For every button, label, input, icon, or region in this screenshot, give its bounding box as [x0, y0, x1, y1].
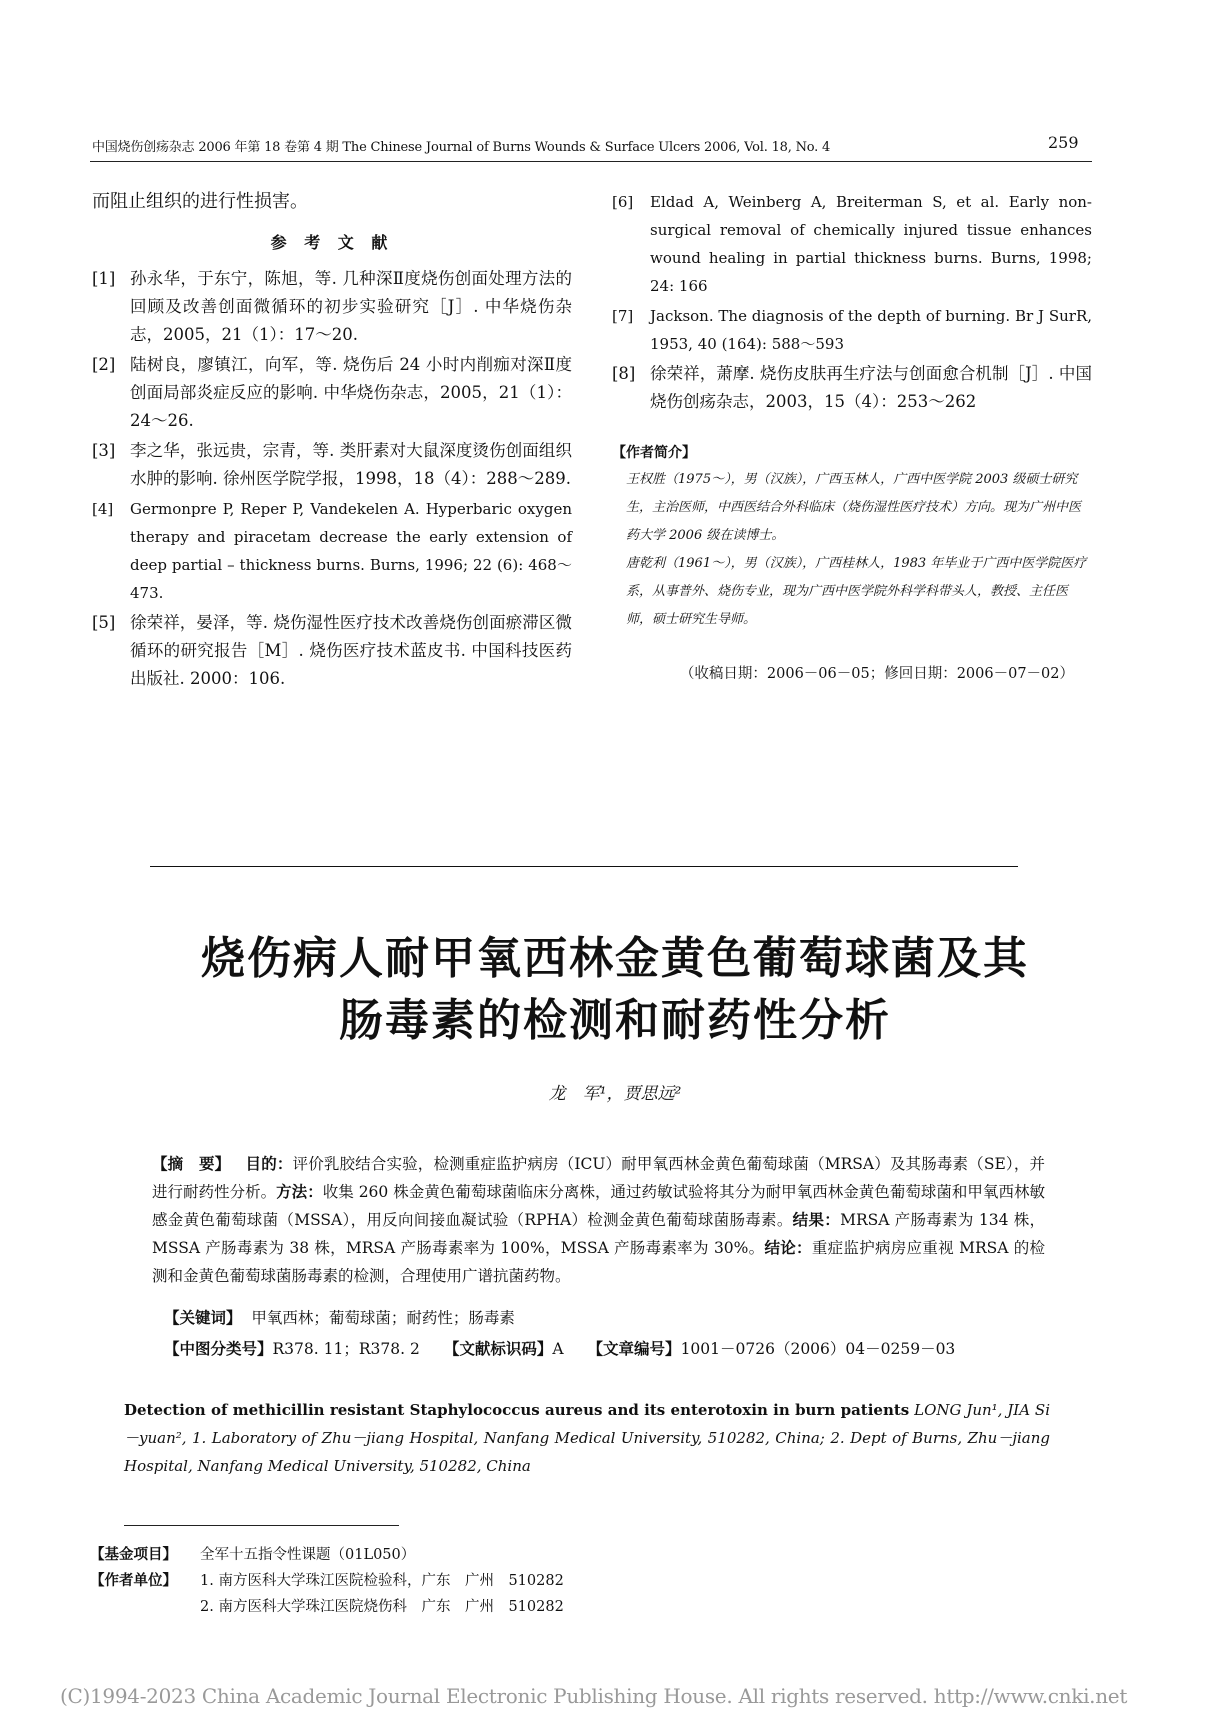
article-authors: 龙 军¹，贾思远² [548, 1084, 682, 1104]
keywords [164, 1306, 1044, 1328]
article-number-label: 【文章编号】 [587, 1339, 681, 1358]
unit-text: 2. 南方医科大学珠江医院烧伤科 广东 广州 510282 [200, 1599, 564, 1615]
reference-text: Jackson. The diagnosis of the depth of burning. Br J SurR, 1953, 40 (164): 588～593 [650, 307, 1092, 353]
title-line: 烧伤病人耐甲氧西林金黄色葡萄球菌及其 [201, 933, 1029, 984]
received-dates: （收稿日期：2006－06－05；修回日期：2006－07－02） [679, 666, 1074, 682]
reference-text: Eldad A, Weinberg A, Breiterman S, et al. Early non-surgical removal of chemically injured tissue enhances wound healing in partial thickness burns. Burns, 1998; 24: 166 [650, 193, 1092, 295]
reference-text: 李之华，张远贵，宗青，等. 类肝素对大鼠深度烫伤创面组织水肿的影响. 徐州医学院学报，1998，18（4）：288～289. [130, 441, 572, 488]
reference-item [92, 609, 572, 693]
clc-value: R378. 11；R378. 2 [272, 1340, 420, 1358]
reference-number: [3] [92, 441, 116, 460]
reference-text: 陆树良，廖镇江，向军，等. 烧伤后 24 小时内削痂对深Ⅱ度创面局部炎症反应的影响. 中华烧伤杂志，2005，21（1）：24～26. [130, 355, 572, 430]
reference-number: [6] [612, 193, 634, 211]
doc-code-value: A [552, 1340, 564, 1358]
clc-label: 【中图分类号】 [164, 1339, 273, 1358]
fund-text: 全军十五指令性课题（01L050） [200, 1547, 416, 1563]
right-column [612, 188, 1092, 683]
english-authors: LONG Jun¹, JIA Si－yuan² [124, 1401, 1050, 1447]
author-bio-heading: 【作者简介】 [612, 445, 696, 461]
method-label: 方法： [276, 1182, 323, 1201]
footnote-rule [124, 1525, 399, 1526]
abstract-label: 【摘 要】 [152, 1154, 231, 1173]
doc-code-label: 【文献标识码】 [443, 1339, 553, 1358]
result-text: MRSA 产肠毒素为 134 株，MSSA 产肠毒素为 38 株，MRSA 产肠毒素率为 100%，MSSA 产肠毒素率为 30%。 [152, 1211, 1045, 1257]
aim-label: 目的： [245, 1154, 293, 1173]
reference-text: 徐荣祥，萧摩. 烧伤皮肤再生疗法与创面愈合机制［J］. 中国烧伤创疡杂志，2003，15（4）：253～262 [650, 364, 1092, 411]
fund-label: 【基金项目】 [90, 1546, 177, 1563]
english-title: Detection of methicillin resistant Staphylococcus aureus and its enterotoxin in burn patients [124, 1401, 910, 1419]
classification [164, 1337, 1064, 1359]
article-number-value: 1001－0726（2006）04－0259－03 [680, 1340, 956, 1358]
reference-item [92, 437, 572, 493]
author-bio: 王权胜（1975～），男（汉族），广西玉林人，广西中医学院 2003 级硕士研究生，主治医师，中西医结合外科临床（烧伤湿性医疗技术）方向。现为广州中医药大学 2006 级在读博士。 [626, 472, 1082, 543]
reference-item [612, 188, 1092, 300]
article-title [100, 928, 1130, 1052]
article-divider [150, 866, 1018, 867]
reference-text: Germonpre P, Reper P, Vandekelen A. Hyperbaric oxygen therapy and piracetam decrease the early extension of deep partial – thickness burns. Burns, 1996; 22 (6): 468～473. [130, 500, 572, 602]
result-label: 结果： [792, 1210, 841, 1229]
footnotes [90, 1542, 564, 1620]
english-abstract-header [124, 1396, 1050, 1480]
aim-text: 评价乳胶结合实验，检测重症监护病房（ICU）耐甲氧西林金黄色葡萄球菌（MRSA）及其肠毒素（SE），并进行耐药性分析。 [152, 1155, 1045, 1201]
unit-text: 1. 南方医科大学珠江医院检验科，广东 广州 510282 [200, 1573, 564, 1589]
page-number: 259 [1048, 133, 1079, 152]
title-line: 肠毒素的检测和耐药性分析 [339, 995, 891, 1046]
reference-number: [5] [92, 613, 116, 632]
reference-item [612, 302, 1092, 358]
reference-item [612, 360, 1092, 416]
reference-item [92, 351, 572, 435]
conclusion-text: 重症监护病房应重视 MRSA 的检测和金黄色葡萄球菌肠毒素的检测，合理使用广谱抗菌药物。 [152, 1239, 1045, 1285]
left-column [92, 188, 572, 695]
unit-label: 【作者单位】 [90, 1572, 177, 1589]
reference-number: [7] [612, 307, 634, 325]
reference-number: [8] [612, 364, 636, 383]
author-bio: 唐乾利（1961～），男（汉族），广西桂林人，1983 年毕业于广西中医学院医疗系，从事普外、烧伤专业，现为广西中医学院外科学科带头人，教授、主任医师，硕士研究生导师。 [626, 556, 1087, 627]
copyright-watermark: (C)1994-2023 China Academic Journal Electronic Publishing House. All rights reserved. http://www.cnki.net [60, 1684, 1128, 1708]
keywords-label: 【关键词】 [164, 1308, 242, 1327]
english-affiliations: , 1. Laboratory of Zhu－jiang Hospital, Nanfang Medical University, 510282, China; 2. Dept of Burns, Zhu－jiang Hospital, Nanfang Medical University, 510282, China [124, 1429, 1050, 1475]
keywords-text: 甲氧西林；葡萄球菌；耐药性；肠毒素 [251, 1309, 515, 1327]
abstract [152, 1150, 1045, 1290]
reference-number: [4] [92, 500, 114, 518]
header-rule [90, 161, 1092, 162]
conclusion-label: 结论： [764, 1238, 812, 1257]
reference-number: [2] [92, 355, 116, 374]
reference-item [92, 265, 572, 349]
continuation-text: 而阻止组织的进行性损害。 [92, 191, 308, 212]
references-title: 参 考 文 献 [270, 233, 394, 252]
running-header: 中国烧伤创疡杂志 2006 年第 18 卷第 4 期 The Chinese Journal of Burns Wounds & Surface Ulcers 2006, Vol. 18, No. 4 [92, 140, 831, 155]
reference-number: [1] [92, 269, 116, 288]
method-text: 收集 260 株金黄色葡萄球菌临床分离株，通过药敏试验将其分为耐甲氧西林金黄色葡萄球菌和甲氧西林敏感金黄色葡萄球菌（MSSA），用反向间接血凝试验（RPHA）检测金黄色葡萄球菌肠毒素。 [152, 1183, 1045, 1229]
reference-item [92, 495, 572, 607]
reference-text: 孙永华，于东宁，陈旭，等. 几种深Ⅱ度烧伤创面处理方法的回顾及改善创面微循环的初步实验研究［J］. 中华烧伤杂志，2005，21（1）：17～20. [130, 269, 572, 344]
reference-text: 徐荣祥，晏泽，等. 烧伤湿性医疗技术改善烧伤创面瘀滞区微循环的研究报告［M］. 烧伤医疗技术蓝皮书. 中国科技医药出版社. 2000：106. [130, 613, 572, 688]
